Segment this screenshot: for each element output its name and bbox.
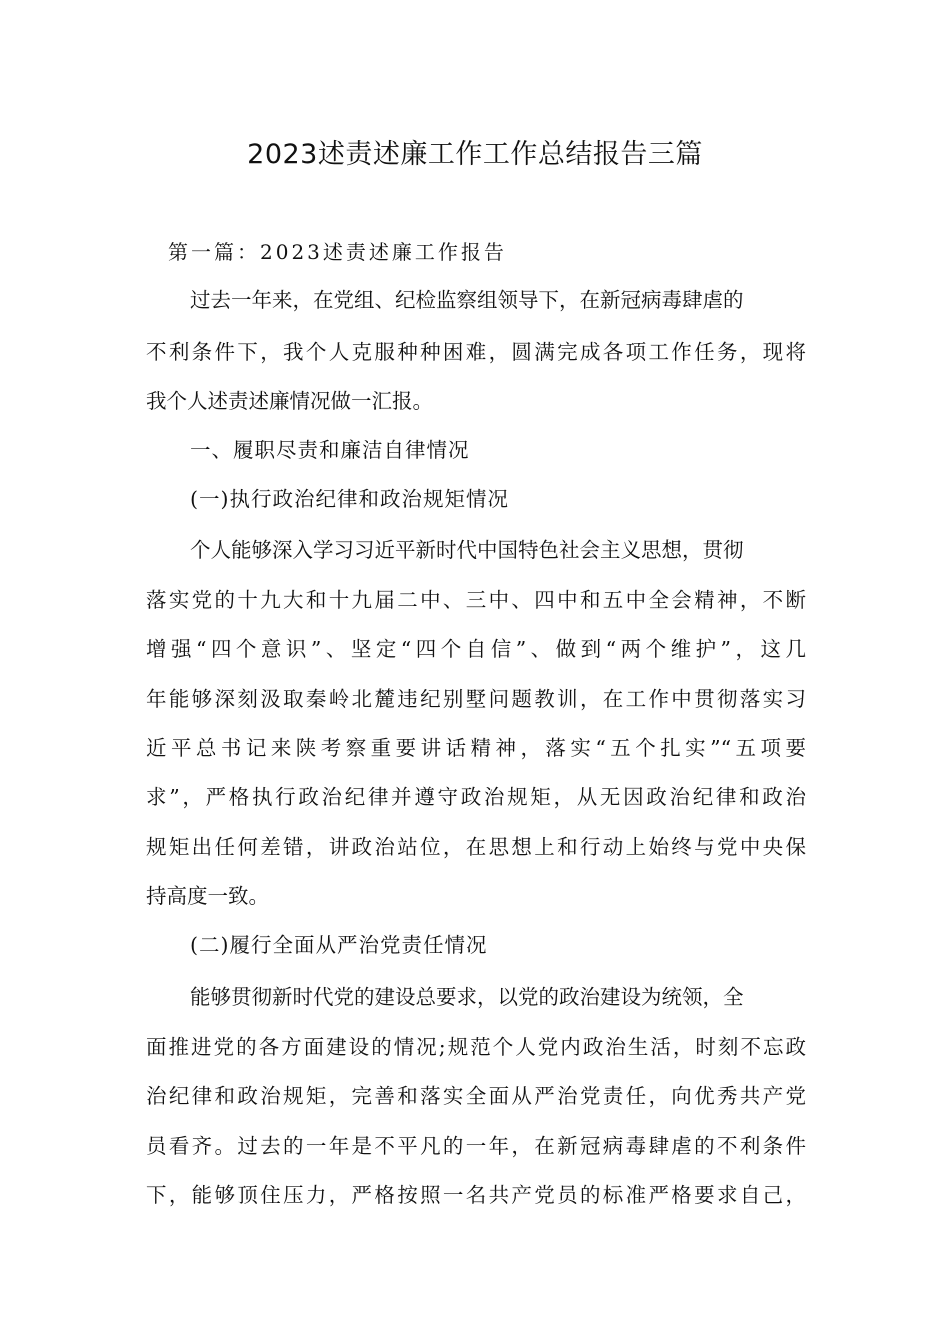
paragraph-line: 落实党的十九大和十九届二中、三中、四中和五中全会精神，不断 [146,588,806,612]
paragraph-line: 规矩出任何差错，讲政治站位，在思想上和行动上始终与党中央保 [146,835,806,859]
paragraph-line: 近平总书记来陕考察重要讲话精神，落实“五个扎实”“五项要 [146,736,806,760]
paragraph-line: 面推进党的各方面建设的情况;规范个人党内政治生活，时刻不忘政 [146,1035,806,1059]
paragraph-line: 持高度一致。 [146,884,269,908]
section-subtitle: 第一篇：2023述责述廉工作报告 [168,240,507,264]
section-heading: 一、履职尽责和廉洁自律情况 [190,438,470,462]
paragraph-line: 下，能够顶住压力，严格按照一名共产党员的标准严格要求自己， [146,1183,806,1207]
paragraph-line: 过去一年来，在党组、纪检监察组领导下，在新冠病毒肆虐的 [190,288,744,312]
paragraph-line: 个人能够深入学习习近平新时代中国特色社会主义思想，贯彻 [190,538,744,562]
paragraph-line: 我个人述责述廉情况做一汇报。 [146,389,433,413]
document-title: 2023述责述廉工作工作总结报告三篇 [247,139,703,170]
paragraph-line: 能够贯彻新时代党的建设总要求，以党的政治建设为统领，全 [190,985,744,1009]
paragraph-line: 员看齐。过去的一年是不平凡的一年，在新冠病毒肆虐的不利条件 [146,1134,806,1158]
subsection-heading: (一)执行政治纪律和政治规矩情况 [190,487,509,511]
paragraph-line: 求”，严格执行政治纪律并遵守政治规矩，从无因政治纪律和政治 [146,785,806,809]
paragraph-line: 治纪律和政治规矩，完善和落实全面从严治党责任，向优秀共产党 [146,1084,806,1108]
paragraph-line: 增强“四个意识”、坚定“四个自信”、做到“两个维护”，这几 [146,637,806,661]
paragraph-line: 不利条件下，我个人克服种种困难，圆满完成各项工作任务，现将 [146,340,806,364]
paragraph-line: 年能够深刻汲取秦岭北麓违纪别墅问题教训，在工作中贯彻落实习 [146,687,806,711]
subsection-heading: (二)履行全面从严治党责任情况 [190,933,488,957]
